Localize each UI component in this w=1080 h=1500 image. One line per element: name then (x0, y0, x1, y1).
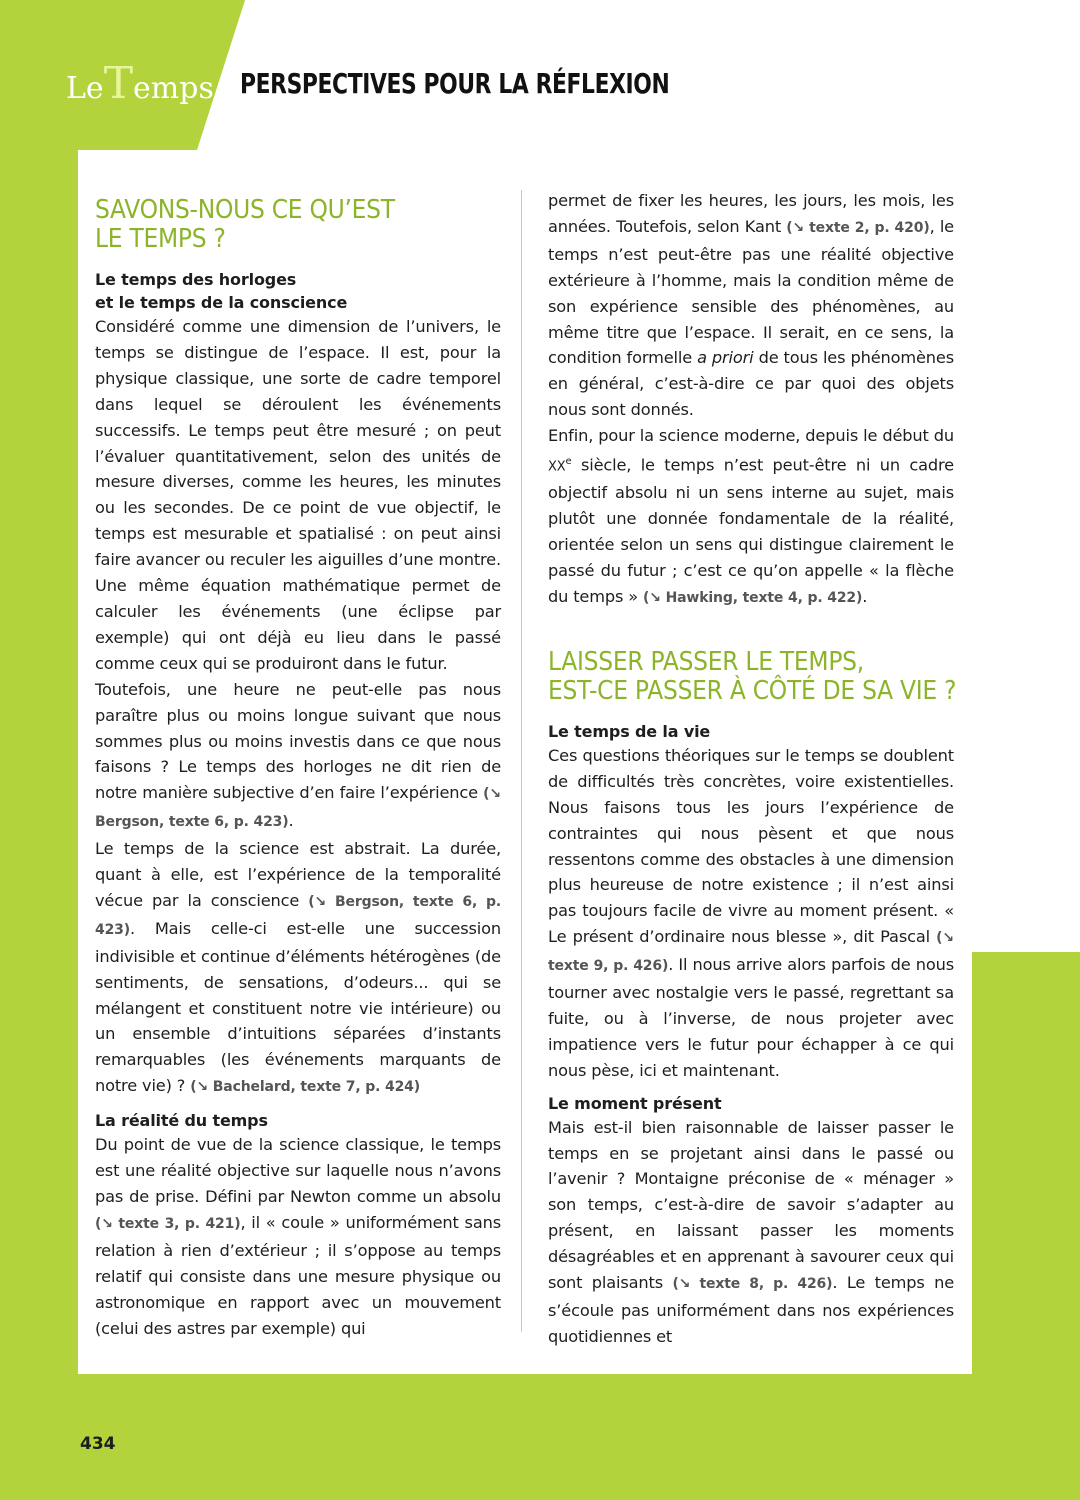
left-green-margin (0, 150, 78, 1500)
cross-reference: (↘ Bergson, texte 6, p. 423) (95, 893, 502, 938)
paragraph-2 (95, 677, 501, 836)
paragraph-5-text-a: permet de fixer les heures, les jours, les mois, les années. Toutefois, selon Kant (548, 191, 954, 236)
paragraph-4-text-b: , il « coule » uniformément sans relation à rien d’extérieur ; il s’oppose au temps relatif qui consiste dans une mesure physique ou astronomique en rapport avec un mouvement (celui des astres par exemple) qui (95, 1212, 502, 1338)
brand-le: Le (66, 71, 104, 106)
subheading-realite: La réalité du temps (95, 1111, 268, 1131)
heading-line-1: SAVONS-NOUS CE QU’EST (95, 195, 395, 225)
spacer (548, 612, 954, 648)
paragraph-7-text-a: Ces questions théoriques sur le temps se doublent de difficultés très concrètes, voire existentielles. Nous faisons tous les jours l’expérience de contraintes qui nous pèsent et que nous ressentons comme des obstacles à une dimension plus heureuse de notre existence ; il n’est ainsi pas toujours facile de vivre au moment présent. « Le présent d’ordinaire nous blesse », dit Pascal (548, 745, 954, 947)
paragraph-6 (548, 423, 954, 612)
paragraph-3-text-b: . Mais celle-ci est-elle une succession indivisible et continue d’éléments hétérogènes (de sentiments, de sensations, d’odeurs... qui se mélangent et constituent notre vie intérieure) ou un ensemble d’intuitions séparées d’instants remarquables (les événements marquants de notre vie) ? (95, 918, 501, 1096)
cross-reference: (↘ Bachelard, texte 7, p. 424) (190, 1079, 420, 1096)
page-number: 434 (80, 1434, 116, 1454)
paragraph-7-text-b: . Il nous arrive alors parfois de nous tourner avec nostalgie vers le passé, regrettant sa fuite, ou à l’inverse, de nous projeter avec impatience vers le futur pour échapper à ce qui nous pèse, ici et maintenant. (548, 955, 954, 1080)
paragraph-5-text-c: de tous les phénomènes en général, c’est-à-dire ce par quoi des objets nous sont donnés. (548, 348, 954, 420)
paragraph-6-text-b: siècle, le temps n’est peut-être ni un cadre objectif absolu ni un sens interne au sujet, mais plutôt une donnée fondamentale de la réalité, orientée selon un sens qui distingue clairement le passé du futur ; c’est ce qu’on appelle « la flèche du temps » (548, 455, 954, 606)
book-brand (66, 60, 214, 113)
paragraph-6-end: . (862, 586, 868, 606)
paragraph-8 (548, 1115, 954, 1350)
cross-reference: (↘ texte 9, p. 426) (548, 930, 954, 975)
heading-line-2: LE TEMPS ? (95, 224, 226, 254)
paragraph-4-text-a: Du point de vue de la science classique, le temps est une réalité objective sur laquelle nous n’avons pas de prise. Défini par Newton comme un absolu (95, 1135, 501, 1206)
paragraph-5 (548, 188, 954, 423)
paragraph-2-end: . (288, 811, 294, 831)
heading-line-1: LAISSER PASSER LE TEMPS, (548, 646, 864, 677)
spacer (548, 1084, 954, 1092)
spacer (95, 1101, 501, 1109)
cross-reference: (↘ texte 8, p. 426) (672, 1276, 833, 1293)
paragraph-4 (95, 1132, 501, 1341)
heading-savons-nous (95, 196, 460, 254)
cross-reference: (↘ Hawking, texte 4, p. 422) (643, 589, 863, 606)
left-column (95, 196, 501, 1341)
right-column (548, 188, 957, 1350)
paragraph-1: Considéré comme une dimension de l’univers, le temps se distingue de l’espace. Il est, pour la physique classique, une sorte de cadre temporel dans lequel se déroulent les événements successifs. Le temps peut être mesuré ; on peut l’évaluer quantitativement, selon des unités de mesure diverses, comme les heures, les minutes ou les secondes. De ce point de vue objectif, le temps est mesurable et spatialisé : on peut ainsi faire avancer ou reculer les aiguilles d’une montre. Une même équation mathématique permet de calculer les événements (une éclipse par exemple) qui ont déjà eu lieu dans le passé comme ceux qui se produiront dans le futur. (95, 317, 501, 673)
cross-reference: (↘ texte 2, p. 420) (786, 219, 930, 236)
paragraph-5-text-b: , le temps n’est peut-être pas une réalité objective extérieure à l’homme, mais la condition même de son expérience sensible des phénomènes, au même titre que l’espace. Il serait, en ce sens, la condition formelle (548, 216, 954, 368)
subheading-temps-vie: Le temps de la vie (548, 721, 711, 741)
subheading-line-1: Le temps des horloges (95, 270, 297, 289)
paragraph-3-text-a: Le temps de la science est abstrait. La durée, quant à elle, est l’expérience de la temporalité vécue par la conscience (95, 839, 501, 910)
heading-line-2: EST-CE PASSER À CÔTÉ DE SA VIE ? (548, 675, 957, 706)
column-divider (521, 190, 522, 1332)
century-superscript: e (565, 456, 572, 468)
italic-a-priori: a priori (697, 348, 754, 368)
paragraph-3 (95, 836, 501, 1101)
right-green-margin (972, 952, 1080, 1500)
brand-emps: emps (133, 71, 214, 106)
brand-t: T (103, 58, 134, 109)
section-title: PERSPECTIVES POUR LA RÉFLEXION (240, 67, 670, 100)
century-numeral: XX (548, 459, 566, 475)
paragraph-2-text: Toutefois, une heure ne peut-elle pas nous paraître plus ou moins longue suivant que nous sommes plus ou moins investis dans ce que nous faisons ? Le temps des horloges ne dit rien de notre manière subjective d’en faire l’expérience (95, 679, 501, 803)
bottom-green-band (0, 1374, 1080, 1500)
paragraph-8-text-a: Mais est-il bien raisonnable de laisser passer le temps en se projetant ainsi dans le passé ou l’avenir ? Montaigne préconise de « ménager » son temps, c’est-à-dire de savoir s’adapter au présent, en laissant passer les moments désagréables et en apprenant à savourer ceux qui sont plaisants (548, 1117, 954, 1293)
cross-reference: (↘ Bergson, texte 6, p. 423) (95, 786, 501, 831)
subheading-moment-present: Le moment présent (548, 1093, 722, 1113)
paragraph-6-text-a: Enfin, pour la science moderne, depuis le début du (548, 426, 954, 446)
paragraph-8-text-b: . Le temps ne s’écoule pas uniformément dans nos expériences quotidiennes et (548, 1273, 955, 1346)
paragraph-7 (548, 743, 954, 1084)
subheading-line-2: et le temps de la conscience (95, 293, 348, 312)
heading-laisser-passer (548, 646, 957, 706)
cross-reference: (↘ texte 3, p. 421) (95, 1215, 241, 1232)
subheading-horloges (95, 268, 501, 314)
page-content (78, 150, 972, 1374)
